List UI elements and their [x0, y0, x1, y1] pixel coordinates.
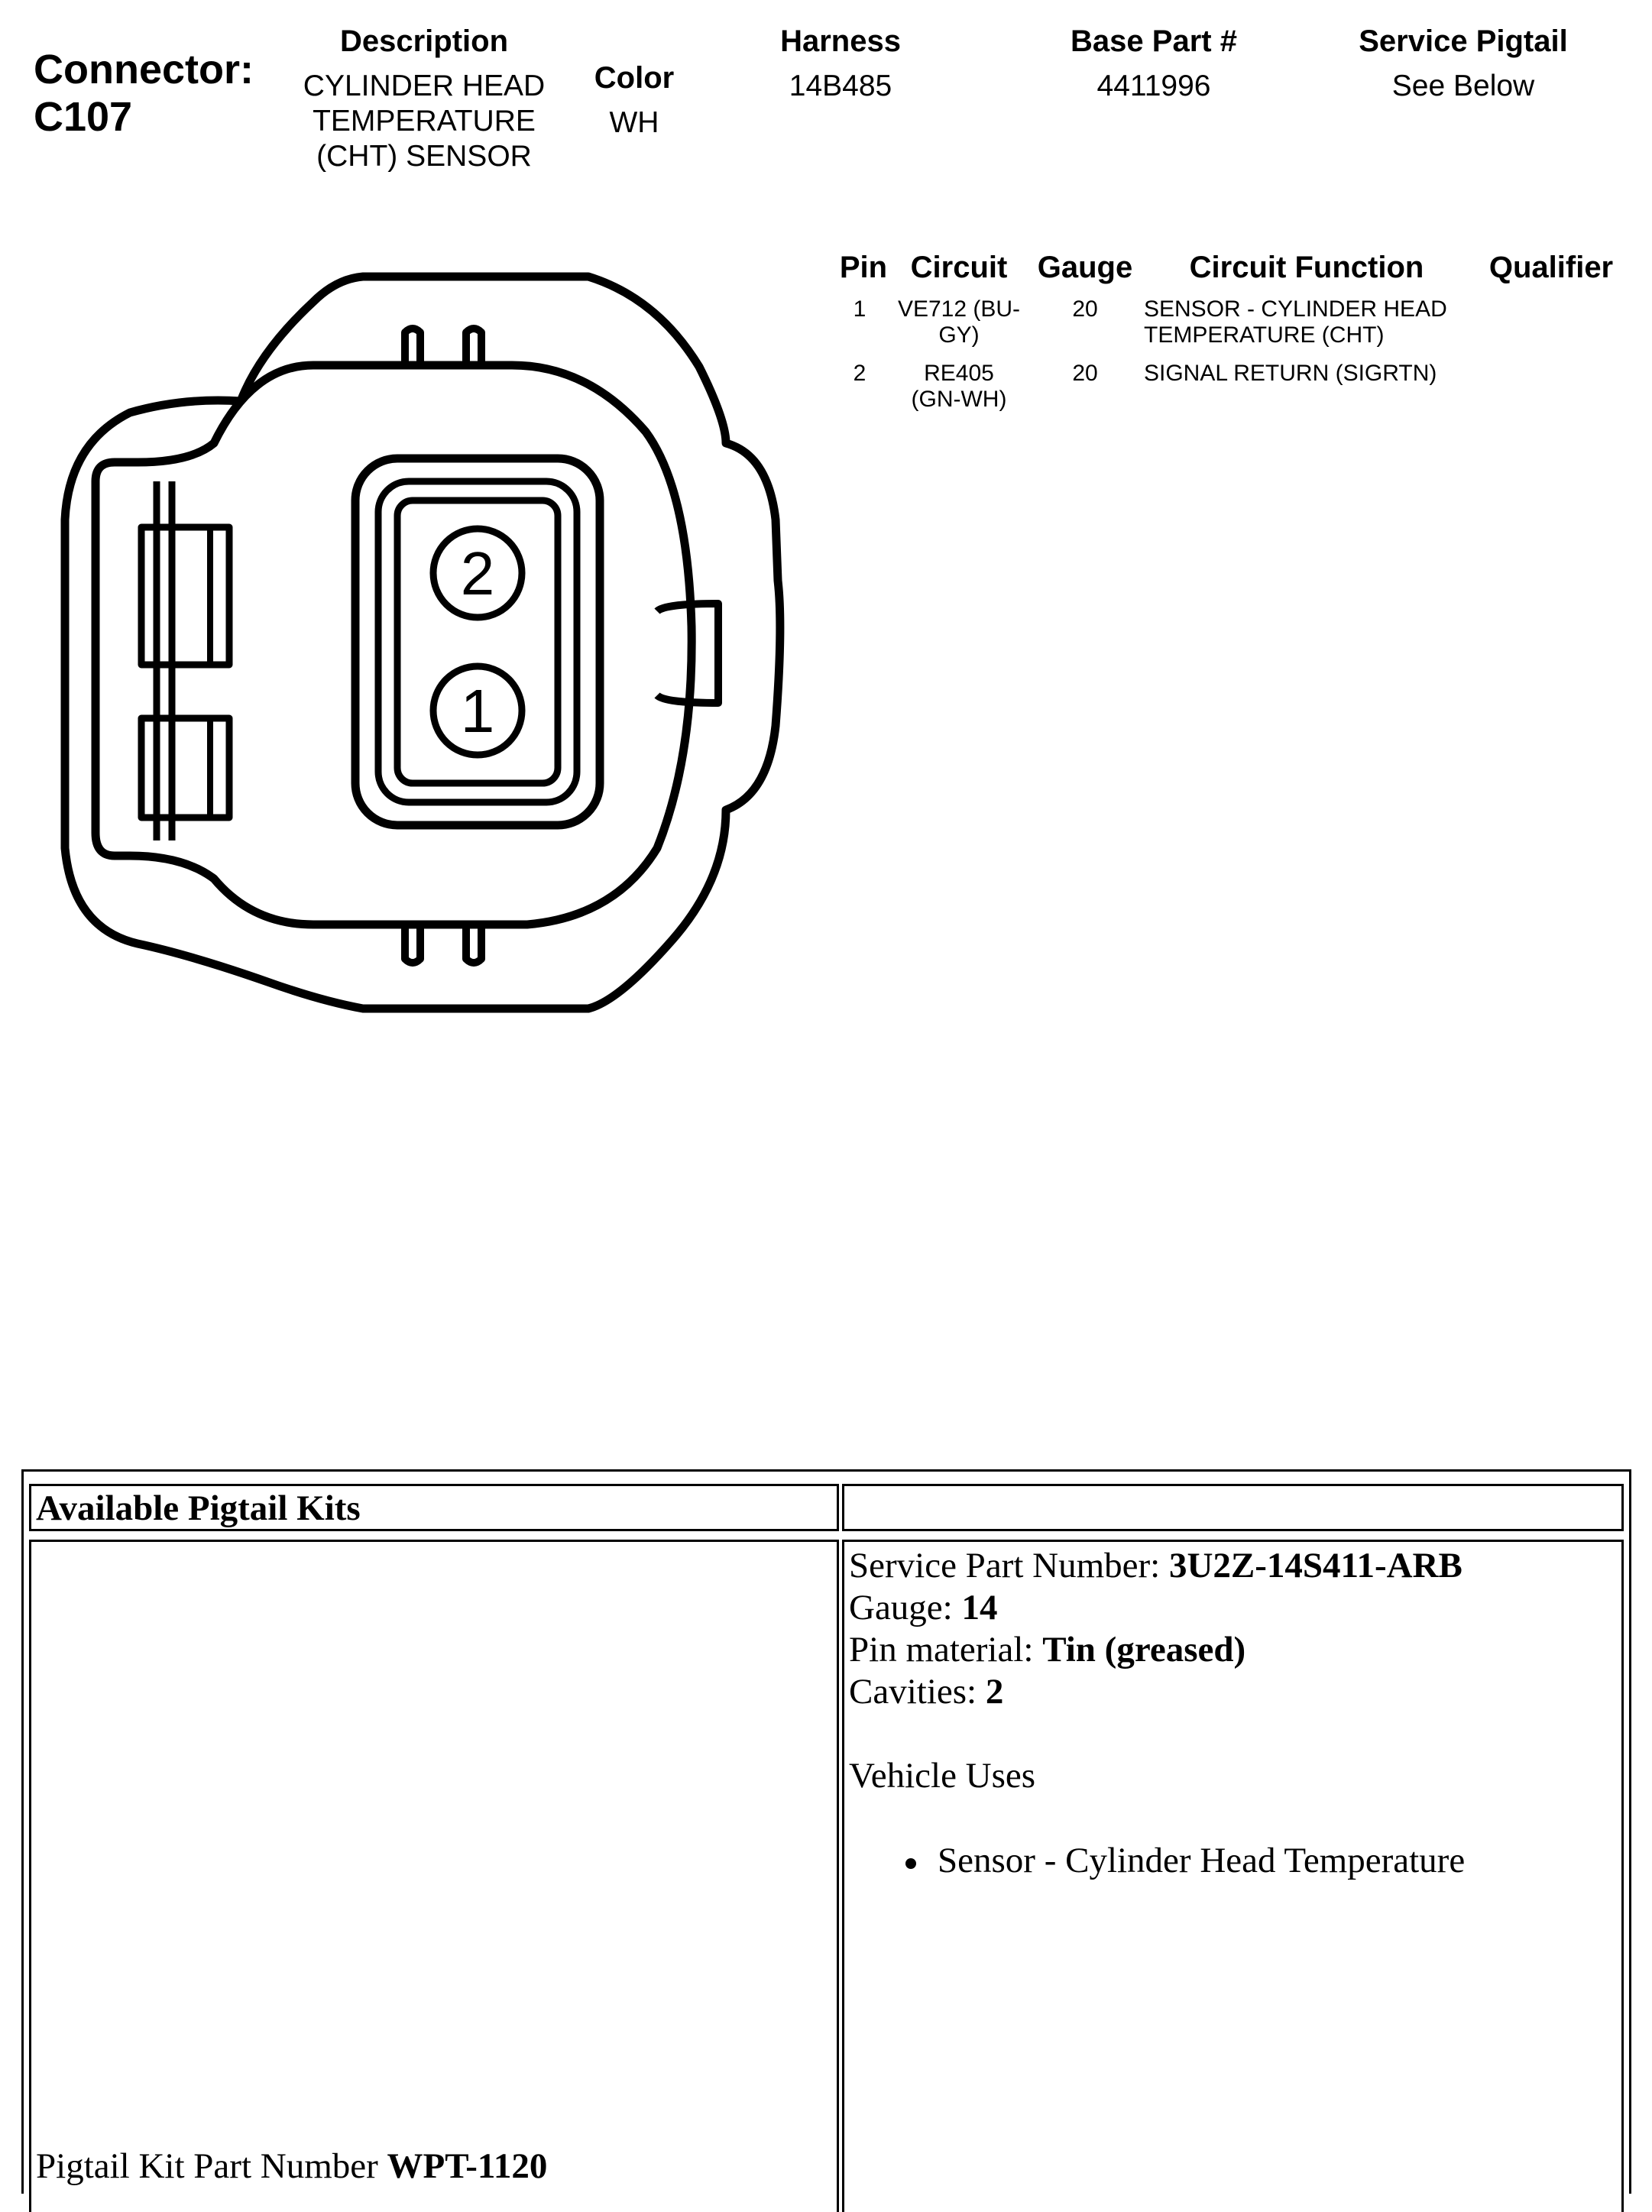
qualifier-column-header: Qualifier: [1488, 251, 1614, 284]
function-column-header: Circuit Function: [1189, 251, 1424, 284]
harness-header: Harness: [780, 24, 901, 58]
pin-2-label: 2: [460, 539, 495, 607]
cavities-label: Cavities:: [849, 1672, 986, 1712]
circuit-code: [886, 296, 1032, 348]
service-pigtail-value: See Below: [1391, 70, 1535, 102]
service-part-number-row: [849, 1545, 1465, 1587]
circuit-function: [1144, 361, 1480, 387]
circuit-line: GY): [938, 322, 980, 348]
pigtail-kit-part-number: [36, 2146, 547, 2188]
circuit-line: (GN-WH): [911, 387, 1007, 412]
gauge-row: [849, 1587, 1465, 1629]
service-part-label: Service Part Number:: [849, 1546, 1169, 1585]
connector-label: Connector:: [34, 47, 254, 92]
pigtail-title-cell: [29, 1484, 839, 1531]
function-line: SIGNAL RETURN (SIGRTN): [1144, 361, 1437, 386]
service-pigtail-header: Service Pigtail: [1359, 24, 1568, 58]
terminal-block-outer: [355, 458, 600, 825]
pigtail-info: [849, 1545, 1465, 1882]
circuit-code: [886, 361, 1032, 413]
base-part-header: Base Part #: [1071, 24, 1237, 58]
cavities-row: [849, 1671, 1465, 1713]
service-part-value: 3U2Z-14S411-ARB: [1168, 1546, 1463, 1585]
pin-material-row: [849, 1629, 1465, 1671]
color-value: WH: [609, 106, 659, 139]
bullet-icon: [905, 1858, 916, 1869]
vehicle-use-text: Sensor - Cylinder Head Temperature: [938, 1841, 1466, 1880]
pin-column-header: Pin: [839, 251, 888, 284]
harness-value: 14B485: [789, 70, 892, 102]
pin-1-label: 1: [460, 677, 495, 745]
top-latch: [405, 329, 481, 365]
pin-number: 2: [853, 361, 866, 386]
connector-face-diagram: [53, 267, 795, 1016]
kit-number: WPT-1120: [387, 2146, 548, 2186]
gauge-label: Gauge:: [849, 1588, 962, 1627]
pigtail-info-cell: [842, 1540, 1624, 2212]
circuit-function: [1144, 296, 1480, 348]
pin-number: 1: [853, 296, 866, 322]
base-part-value: 4411996: [1096, 70, 1211, 102]
bottom-latch: [405, 925, 481, 963]
function-line: TEMPERATURE (CHT): [1144, 322, 1385, 348]
description-line: (CHT) SENSOR: [316, 140, 532, 173]
function-line: SENSOR - CYLINDER HEAD: [1144, 296, 1447, 322]
description-line: CYLINDER HEAD: [303, 70, 546, 102]
connector-id: C107: [34, 94, 133, 140]
gauge-value: 20: [1072, 296, 1098, 322]
connector-title: [34, 46, 254, 141]
vehicle-uses-list-item: [849, 1840, 1465, 1882]
pigtail-image-cell: [29, 1540, 839, 2212]
kit-label: Pigtail Kit Part Number: [36, 2146, 387, 2186]
circuit-line: RE405: [924, 361, 994, 386]
vehicle-uses-label: Vehicle Uses: [849, 1756, 1036, 1796]
gauge-value: 14: [961, 1588, 998, 1627]
description-header: Description: [339, 24, 509, 58]
gauge-value: 20: [1072, 361, 1098, 386]
pin-material-value: Tin (greased): [1042, 1630, 1246, 1670]
pigtail-title-right-cell: [842, 1484, 1624, 1531]
left-clip-outer: [157, 481, 172, 840]
gauge-column-header: Gauge: [1037, 251, 1133, 284]
cavities-value: 2: [985, 1672, 1004, 1712]
color-header: Color: [594, 61, 675, 95]
pigtail-section-title: Available Pigtail Kits: [36, 1488, 361, 1528]
description-line: TEMPERATURE: [313, 105, 536, 138]
pin-material-label: Pin material:: [849, 1630, 1043, 1670]
description-value: [275, 69, 573, 174]
circuit-line: VE712 (BU-: [897, 296, 1021, 322]
circuit-column-header: Circuit: [910, 251, 1008, 284]
